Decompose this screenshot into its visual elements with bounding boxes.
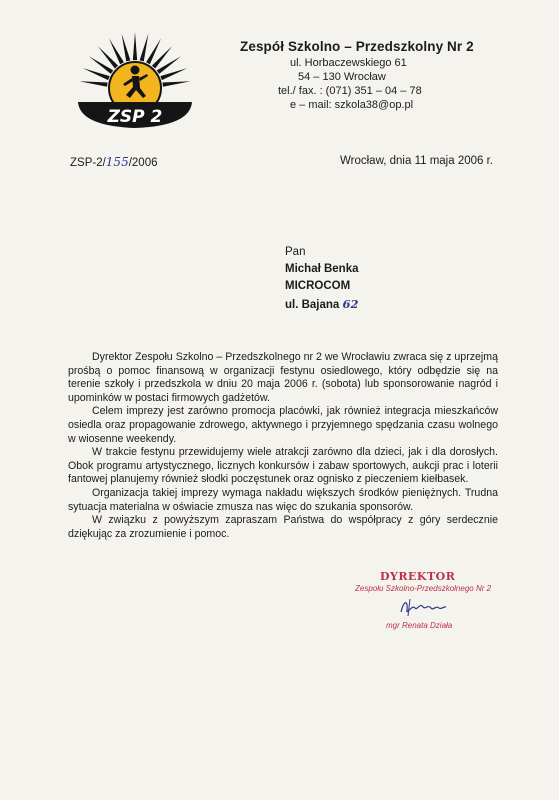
org-phone: tel./ fax. : (071) 351 – 04 – 78 bbox=[278, 85, 422, 97]
sun-ray bbox=[140, 34, 149, 62]
sun-ray bbox=[122, 34, 131, 62]
recipient-company: MICROCOM bbox=[285, 280, 351, 292]
reference-prefix: ZSP-2/ bbox=[70, 157, 106, 169]
signature-icon bbox=[398, 596, 448, 618]
reference-suffix: /2006 bbox=[128, 157, 158, 169]
recipient-street-name: ul. Bajana bbox=[285, 299, 343, 311]
body-paragraph: W związku z powyższym zapraszam Państwa do współpracy z góry serdecznie dziękując za zrozumienie i pomoc. bbox=[68, 514, 498, 540]
stamp-org: Zespołu Szkolno-Przedszkolnego Nr 2 bbox=[355, 584, 492, 593]
recipient-title: Pan bbox=[285, 246, 306, 258]
recipient-street-number: 62 bbox=[342, 297, 359, 311]
sun-ray bbox=[133, 32, 137, 60]
sun-ray bbox=[162, 81, 190, 87]
sun-ray bbox=[83, 68, 110, 80]
recipient-name: Michał Benka bbox=[285, 263, 359, 275]
org-email: e – mail: szkola38@op.pl bbox=[290, 99, 414, 111]
org-name: Zespół Szkolno – Przedszkolny Nr 2 bbox=[240, 39, 474, 54]
stamp-title: DYREKTOR bbox=[380, 570, 456, 583]
letter-body bbox=[68, 351, 498, 541]
recipient-street bbox=[285, 297, 359, 311]
stamp-name: mgr Renata Działa bbox=[386, 621, 453, 630]
school-logo bbox=[70, 30, 200, 130]
reference-number bbox=[70, 155, 157, 169]
body-paragraph: Celem imprezy jest zarówno promocja placówki, jak również integracja mieszkańców osiedla oraz propagowanie zdrowego, aktywnego i przyjemnego spędzania czasu wolnego w wiosenne weekendy. bbox=[68, 405, 498, 445]
logo-text: ZSP 2 bbox=[107, 107, 163, 127]
sun-ray bbox=[79, 81, 107, 87]
place-date: Wrocław, dnia 11 maja 2006 r. bbox=[340, 155, 493, 167]
body-paragraph: W trakcie festynu przewidujemy wiele atrakcji zarówno dla dzieci, jak i dla dorosłych. Obok programu artystycznego, licznych konkursów i zabaw sportowych, aukcji prac i loterii fantowej planujemy również słodki poczęstunek oraz ognisko z pieczeniem kiełbasek. bbox=[68, 446, 498, 486]
body-paragraph: Organizacja takiej imprezy wymaga nakładu większych środków pieniężnych. Trudna sytuacja materialna w oświacie zmusza nas więc do szukania sponsorów. bbox=[68, 486, 498, 513]
org-street: ul. Horbaczewskiego 61 bbox=[290, 57, 407, 69]
sun-ray bbox=[160, 68, 187, 80]
body-paragraph: Dyrektor Zespołu Szkolno – Przedszkolnego nr 2 we Wrocławiu zwraca się z uprzejmą prośbą o pomoc finansową w organizacji festynu osiedlowego, który odbędzie się na terenie szkoły i przedszkola w dniu 20 maja 2006 r. (sobota) lub sponsorowanie nagród i upominków w postaci firmowych gadżetów. bbox=[68, 351, 498, 404]
org-city: 54 – 130 Wrocław bbox=[298, 71, 386, 83]
sun-runner-icon bbox=[70, 30, 200, 130]
reference-handwritten-number: 155 bbox=[105, 155, 129, 169]
